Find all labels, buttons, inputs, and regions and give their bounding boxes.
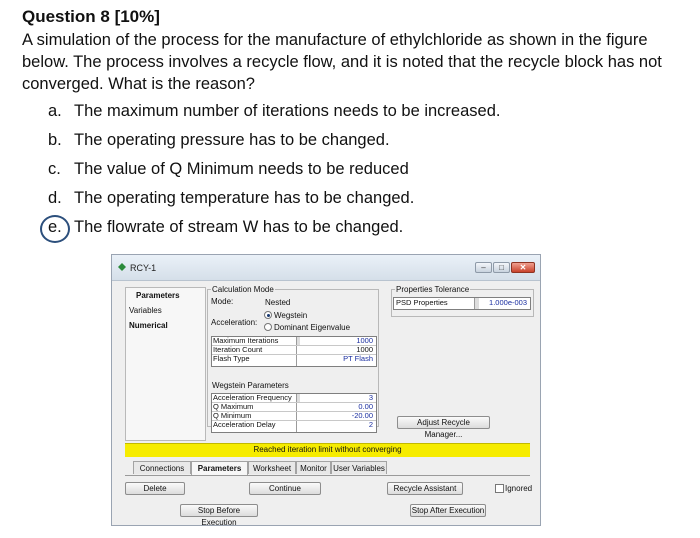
grid-cell-value[interactable]: 1000 <box>356 336 373 345</box>
option-letter <box>48 218 74 237</box>
stop-after-execution-button[interactable]: Stop After Execution <box>411 506 485 515</box>
option-e[interactable] <box>48 218 403 237</box>
grid-cell-value[interactable]: 2 <box>368 420 373 429</box>
page-item-numerical[interactable]: Numerical <box>129 321 168 330</box>
properties-tolerance-label: Properties Tolerance <box>396 285 470 294</box>
acceleration-label: Acceleration: <box>211 318 258 327</box>
tab-parameters[interactable]: Parameters <box>191 461 248 475</box>
calculation-mode-label: Calculation Mode <box>212 285 274 294</box>
grid-cell-value: 1000 <box>356 345 373 354</box>
grid-row-flash-type[interactable] <box>212 355 376 364</box>
recycle-assistant-button[interactable]: Recycle Assistant <box>387 482 463 495</box>
wegstein-label: Wegstein Parameters <box>212 381 289 390</box>
tab-user-variables[interactable]: User Variables <box>331 461 387 474</box>
tolerance-grid <box>393 297 531 310</box>
grid-cell-value[interactable]: 0.00 <box>358 402 373 411</box>
radio-wegstein[interactable] <box>264 311 272 319</box>
tolerance-property: PSD Properties <box>396 298 448 307</box>
page-item-variables[interactable]: Variables <box>129 306 162 315</box>
grid-cell-name: Iteration Count <box>213 345 263 354</box>
option-text: The operating temperature has to be changed. <box>74 189 415 207</box>
option-d[interactable] <box>48 189 414 208</box>
question-title: Question 8 [10%] <box>22 7 160 26</box>
grid-cell-name: Acceleration Frequency <box>213 393 292 402</box>
option-text: The operating pressure has to be changed. <box>74 131 390 149</box>
option-letter: c. <box>48 160 61 178</box>
window-titlebar[interactable] <box>112 255 540 281</box>
radio-dominant-eigenvalue-label: Dominant Eigenvalue <box>274 323 351 332</box>
grid-cell-value[interactable]: PT Flash <box>343 354 373 363</box>
iteration-grid <box>211 336 377 367</box>
mode-value[interactable]: Nested <box>265 298 291 307</box>
tab-worksheet[interactable]: Worksheet <box>248 461 296 474</box>
wegstein-grid <box>211 393 377 433</box>
recycle-dialog <box>111 254 541 526</box>
grid-row-acceleration-delay[interactable] <box>212 421 376 430</box>
option-b[interactable] <box>48 131 390 150</box>
window-title: RCY-1 <box>130 263 157 273</box>
grid-cell-value[interactable]: -20.00 <box>351 411 373 420</box>
grid-cell-name: Maximum Iterations <box>213 336 279 345</box>
recycle-block-icon <box>118 263 126 271</box>
minimize-button[interactable]: – <box>475 262 492 273</box>
status-bar: Reached iteration limit without converging <box>125 443 530 457</box>
grid-cell-name: Acceleration Delay <box>213 420 276 429</box>
tab-strip <box>125 461 530 476</box>
tab-monitor[interactable]: Monitor <box>296 461 331 474</box>
page-list-header: Parameters <box>136 291 180 300</box>
ignored-label: Ignored <box>505 484 533 493</box>
question-body: A simulation of the process for the manufacture of ethylchloride as shown in the figure below. The process involves a recycle flow, and it is noted that the recycle block has not converged. What is the reason? <box>22 31 662 93</box>
stop-before-execution-button[interactable]: Stop Before Execution <box>180 504 258 517</box>
tolerance-value[interactable]: 1.000e-003 <box>489 298 527 307</box>
page-list <box>125 287 206 441</box>
option-letter: d. <box>48 189 62 207</box>
option-text: The flowrate of stream W has to be changed. <box>74 218 404 236</box>
option-text: The maximum number of iterations needs to be increased. <box>74 102 501 120</box>
ignored-checkbox[interactable] <box>495 484 504 493</box>
grid-cell-name: Flash Type <box>213 354 250 363</box>
option-c[interactable] <box>48 160 409 179</box>
grid-cell-name: Q Maximum <box>213 402 254 411</box>
option-letter-text: e. <box>48 218 62 236</box>
close-button[interactable]: ✕ <box>511 262 535 273</box>
option-text: The value of Q Minimum needs to be reduced <box>74 160 409 178</box>
radio-dominant-eigenvalue[interactable] <box>264 323 272 331</box>
mode-label: Mode: <box>211 297 234 306</box>
option-letter: a. <box>48 102 62 120</box>
selected-answer-circle <box>40 215 70 243</box>
maximize-button[interactable]: □ <box>493 262 510 273</box>
option-letter: b. <box>48 131 62 149</box>
grid-cell-name: Q Minimum <box>213 411 252 420</box>
tab-connections[interactable]: Connections <box>133 461 191 474</box>
option-a[interactable] <box>48 102 500 121</box>
delete-button[interactable]: Delete <box>125 482 185 495</box>
adjust-recycle-manager-button[interactable]: Adjust Recycle Manager... <box>397 416 490 429</box>
radio-wegstein-label: Wegstein <box>274 311 308 320</box>
grid-cell-value[interactable]: 3 <box>368 393 373 402</box>
continue-button[interactable]: Continue <box>249 482 321 495</box>
